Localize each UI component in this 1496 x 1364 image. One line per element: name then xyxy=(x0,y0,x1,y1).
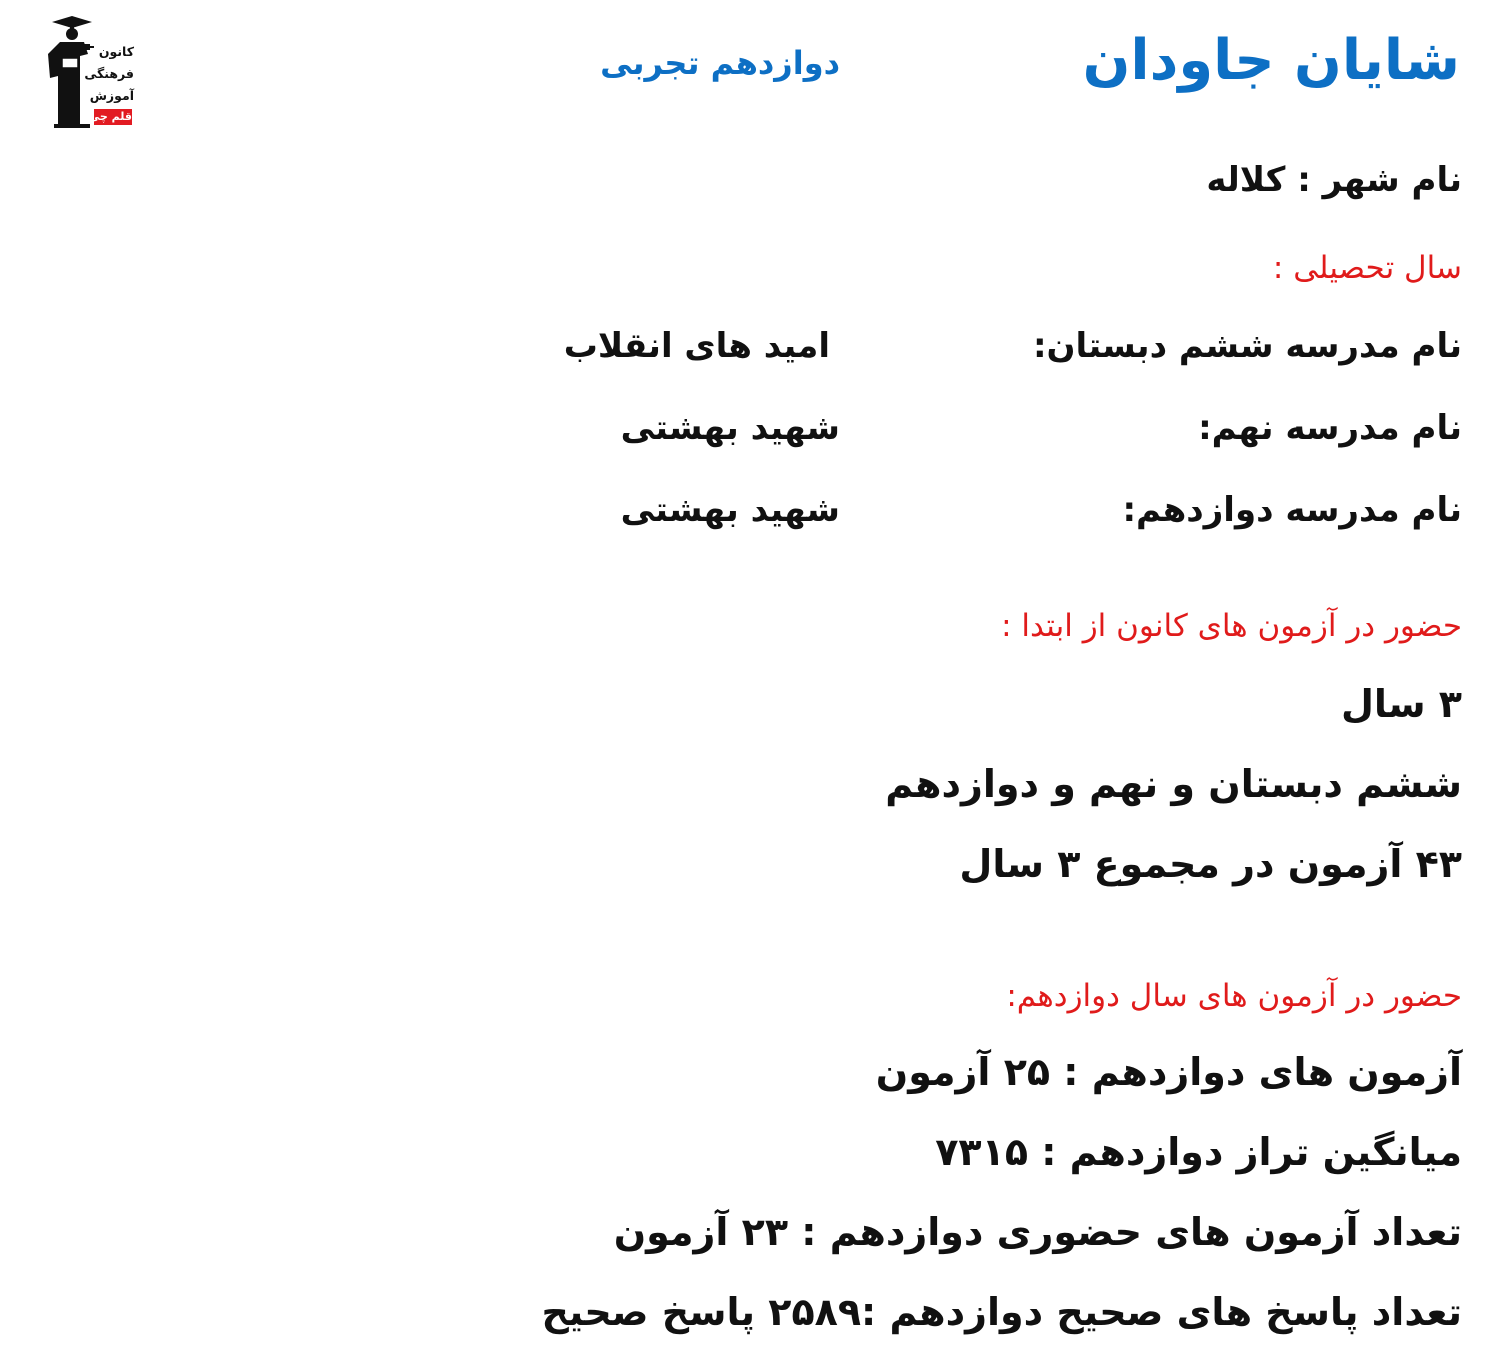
years-attended: ۳ سال xyxy=(1340,682,1462,726)
grade12-exams: آزمون های دوازدهم : ۲۵ آزمون xyxy=(875,1050,1462,1094)
grade-field: دوازدهم تجربی xyxy=(600,44,840,82)
grade12-in-person: تعداد آزمون های حضوری دوازدهم : ۲۳ آزمون xyxy=(613,1210,1462,1254)
academic-year-label: سال تحصیلی : xyxy=(1272,250,1462,286)
city-line: نام شهر : کلاله xyxy=(1206,160,1462,200)
school-6-value: امید های انقلاب xyxy=(563,326,830,366)
student-name: شایان جاودان xyxy=(1082,28,1460,93)
school-9-value: شهید بهشتی xyxy=(620,408,840,448)
grade12-heading: حضور در آزمون های سال دوازدهم: xyxy=(1006,978,1462,1014)
logo-badge: قلم چی xyxy=(88,110,132,123)
logo-text-line-1: کانون xyxy=(98,44,134,59)
logo-text-line-2: فرهنگی xyxy=(84,66,134,81)
school-12-value: شهید بهشتی xyxy=(620,490,840,530)
school-9-label: نام مدرسه نهم: xyxy=(1198,408,1462,448)
total-exams: ۴۳ آزمون در مجموع ۳ سال xyxy=(959,842,1462,886)
logo-text-line-3: آموزش xyxy=(89,88,134,103)
grade12-avg-taraz: میانگین تراز دوازدهم : ۷۳۱۵ xyxy=(935,1130,1462,1174)
grades-attended: ششم دبستان و نهم و دوازدهم xyxy=(885,762,1462,806)
kanoon-history-heading: حضور در آزمون های کانون از ابتدا : xyxy=(1001,608,1462,644)
grade12-correct-answers: تعداد پاسخ های صحیح دوازدهم :۲۵۸۹ پاسخ صحیح xyxy=(541,1290,1462,1334)
school-12-label: نام مدرسه دوازدهم: xyxy=(1122,490,1462,530)
kanoon-logo xyxy=(44,14,140,132)
school-6-label: نام مدرسه ششم دبستان: xyxy=(1032,326,1462,366)
